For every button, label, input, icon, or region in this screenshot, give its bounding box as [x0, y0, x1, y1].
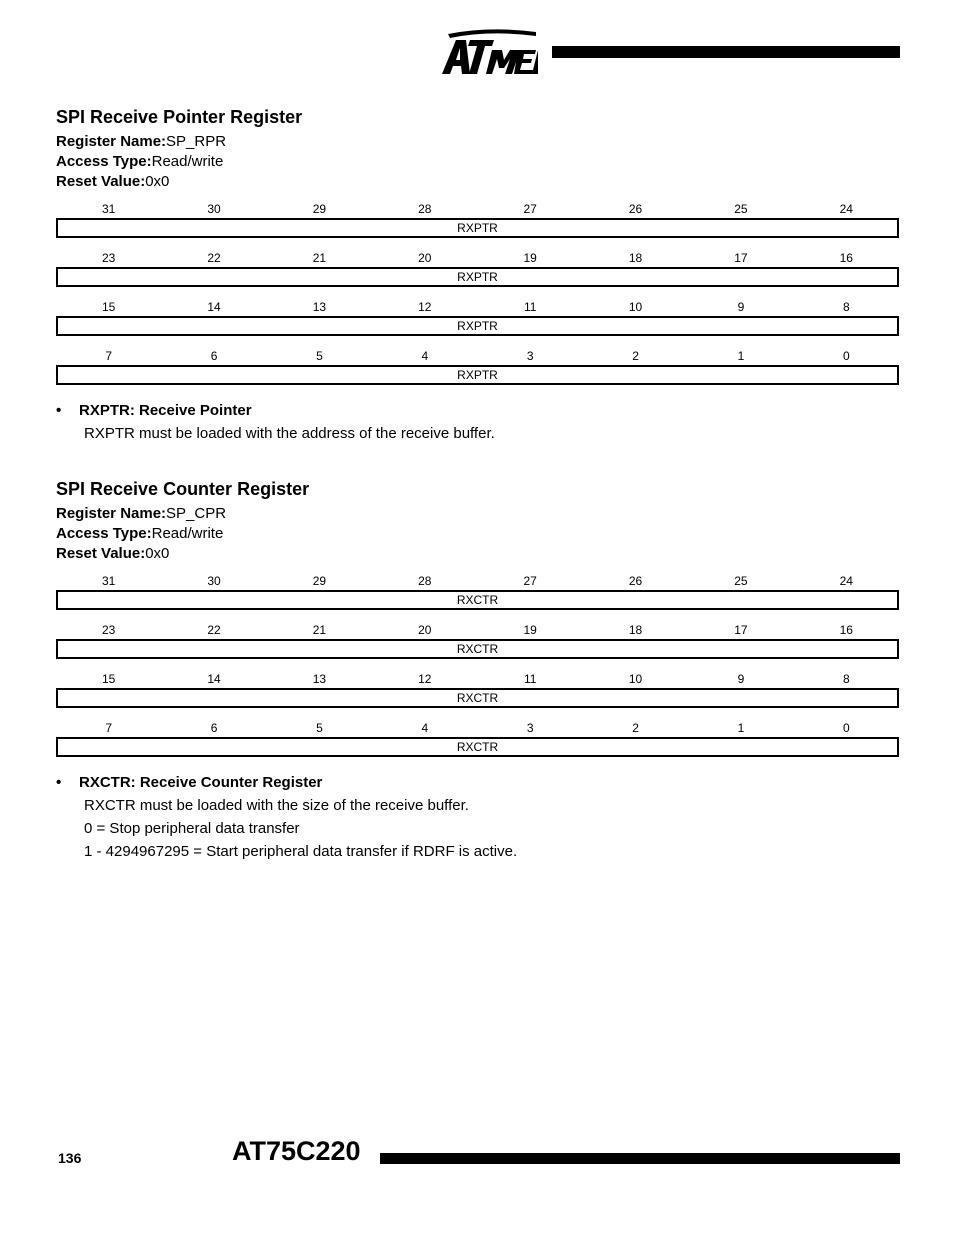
- field-cell: RXPTR: [56, 267, 899, 287]
- bit-number: 21: [312, 623, 327, 637]
- bit-number: 2: [632, 349, 639, 363]
- bit-number: 6: [210, 349, 218, 363]
- bullet-heading: • RXCTR: Receive Counter Register: [56, 774, 323, 791]
- bit-number: 14: [207, 300, 221, 314]
- bit-number: 18: [628, 251, 643, 265]
- atmel-logo: [440, 28, 538, 78]
- bit-number-row: [56, 249, 899, 267]
- bullet-heading: • RXPTR: Receive Pointer: [56, 402, 252, 419]
- bit-number: 8: [842, 300, 850, 314]
- field-cell: RXCTR: [56, 639, 899, 659]
- bit-number: 20: [418, 623, 432, 637]
- bit-number: 11: [523, 300, 537, 314]
- field-cell: RXPTR: [56, 365, 899, 385]
- bit-number: 10: [628, 300, 643, 314]
- bit-number: 29: [312, 574, 327, 588]
- bit-number: 28: [418, 202, 432, 216]
- field-description: [56, 399, 899, 445]
- bit-number: 2: [632, 721, 639, 735]
- bit-number: 7: [105, 349, 113, 363]
- bit-number-row: [56, 200, 899, 218]
- bit-number: 13: [312, 672, 327, 686]
- bit-number: 30: [207, 574, 221, 588]
- bit-number: 13: [312, 300, 327, 314]
- bit-number: 6: [210, 721, 218, 735]
- register-name-line: Register Name:SP_CPR: [56, 505, 227, 522]
- bit-number: 5: [316, 349, 323, 363]
- bit-number: 22: [207, 251, 221, 265]
- reset-value-line: Reset Value:0x0: [56, 173, 170, 190]
- bit-number: 20: [418, 251, 432, 265]
- access-type-line: Access Type:Read/write: [56, 525, 224, 542]
- page-number: 136: [58, 1150, 82, 1166]
- section-title: SPI Receive Pointer Register: [56, 107, 303, 127]
- bit-number: 5: [316, 721, 323, 735]
- bit-number: 3: [526, 349, 534, 363]
- register-bit-table: [56, 200, 899, 385]
- bit-number: 19: [523, 251, 537, 265]
- bit-number: 4: [421, 349, 429, 363]
- bit-number: 27: [523, 574, 537, 588]
- bit-number: 29: [312, 202, 327, 216]
- section-title: SPI Receive Counter Register: [56, 479, 310, 499]
- reset-value-line: Reset Value:0x0: [56, 545, 170, 562]
- bit-number: 11: [523, 672, 537, 686]
- bit-number: 26: [628, 574, 643, 588]
- header-rule: [552, 46, 900, 58]
- description-paragraph: 1 - 4294967295 = Start peripheral data transfer if RDRF is active.: [84, 843, 518, 860]
- bit-number: 21: [312, 251, 327, 265]
- bit-number: 9: [737, 672, 745, 686]
- bit-number: 17: [734, 251, 748, 265]
- bit-number: 25: [734, 574, 748, 588]
- bit-number: 24: [839, 574, 853, 588]
- bit-number: 22: [207, 623, 221, 637]
- bit-number: 17: [734, 623, 748, 637]
- bit-number: 16: [839, 623, 853, 637]
- spi-receive-counter-section: [56, 478, 899, 863]
- register-name-line: Register Name:SP_RPR: [56, 133, 227, 150]
- bit-number: 7: [105, 721, 113, 735]
- bit-number-row: [56, 572, 899, 590]
- field-description: [56, 771, 899, 863]
- bit-number: 30: [207, 202, 221, 216]
- bit-number: 18: [628, 623, 643, 637]
- bit-number: 8: [842, 672, 850, 686]
- bit-number: 31: [102, 574, 116, 588]
- bit-number: 23: [102, 623, 116, 637]
- bit-number: 3: [526, 721, 534, 735]
- bit-number-row: [56, 719, 899, 737]
- spi-receive-pointer-section: [56, 106, 899, 445]
- bit-number: 12: [418, 672, 432, 686]
- register-bit-table: [56, 572, 899, 757]
- bit-number: 31: [102, 202, 116, 216]
- bit-number-row: [56, 347, 899, 365]
- bit-number: 27: [523, 202, 537, 216]
- description-paragraph: RXCTR must be loaded with the size of the receive buffer.: [84, 797, 469, 814]
- bit-number: 1: [737, 349, 745, 363]
- access-type-line: Access Type:Read/write: [56, 153, 224, 170]
- field-cell: RXCTR: [56, 688, 899, 708]
- bit-number: 28: [418, 574, 432, 588]
- bit-number: 0: [842, 721, 850, 735]
- bit-number: 25: [734, 202, 748, 216]
- bit-number: 10: [628, 672, 643, 686]
- field-cell: RXPTR: [56, 218, 899, 238]
- bit-number-row: [56, 298, 899, 316]
- bit-number-row: [56, 670, 899, 688]
- bit-number: 24: [839, 202, 853, 216]
- footer-rule: [380, 1153, 900, 1164]
- bit-number: 16: [839, 251, 853, 265]
- bit-number: 15: [102, 300, 116, 314]
- field-cell: RXCTR: [56, 737, 899, 757]
- bit-number: 15: [102, 672, 116, 686]
- description-paragraph: RXPTR must be loaded with the address of the receive buffer.: [84, 425, 495, 442]
- field-cell: RXCTR: [56, 590, 899, 610]
- bit-number: 23: [102, 251, 116, 265]
- bit-number: 9: [737, 300, 745, 314]
- bit-number-row: [56, 621, 899, 639]
- bit-number: 26: [628, 202, 643, 216]
- bit-number: 0: [842, 349, 850, 363]
- bit-number: 19: [523, 623, 537, 637]
- document-title: AT75C220: [232, 1136, 361, 1166]
- bit-number: 4: [421, 721, 429, 735]
- description-paragraph: 0 = Stop peripheral data transfer: [84, 820, 300, 837]
- bit-number: 12: [418, 300, 432, 314]
- bit-number: 1: [737, 721, 745, 735]
- field-cell: RXPTR: [56, 316, 899, 336]
- bit-number: 14: [207, 672, 221, 686]
